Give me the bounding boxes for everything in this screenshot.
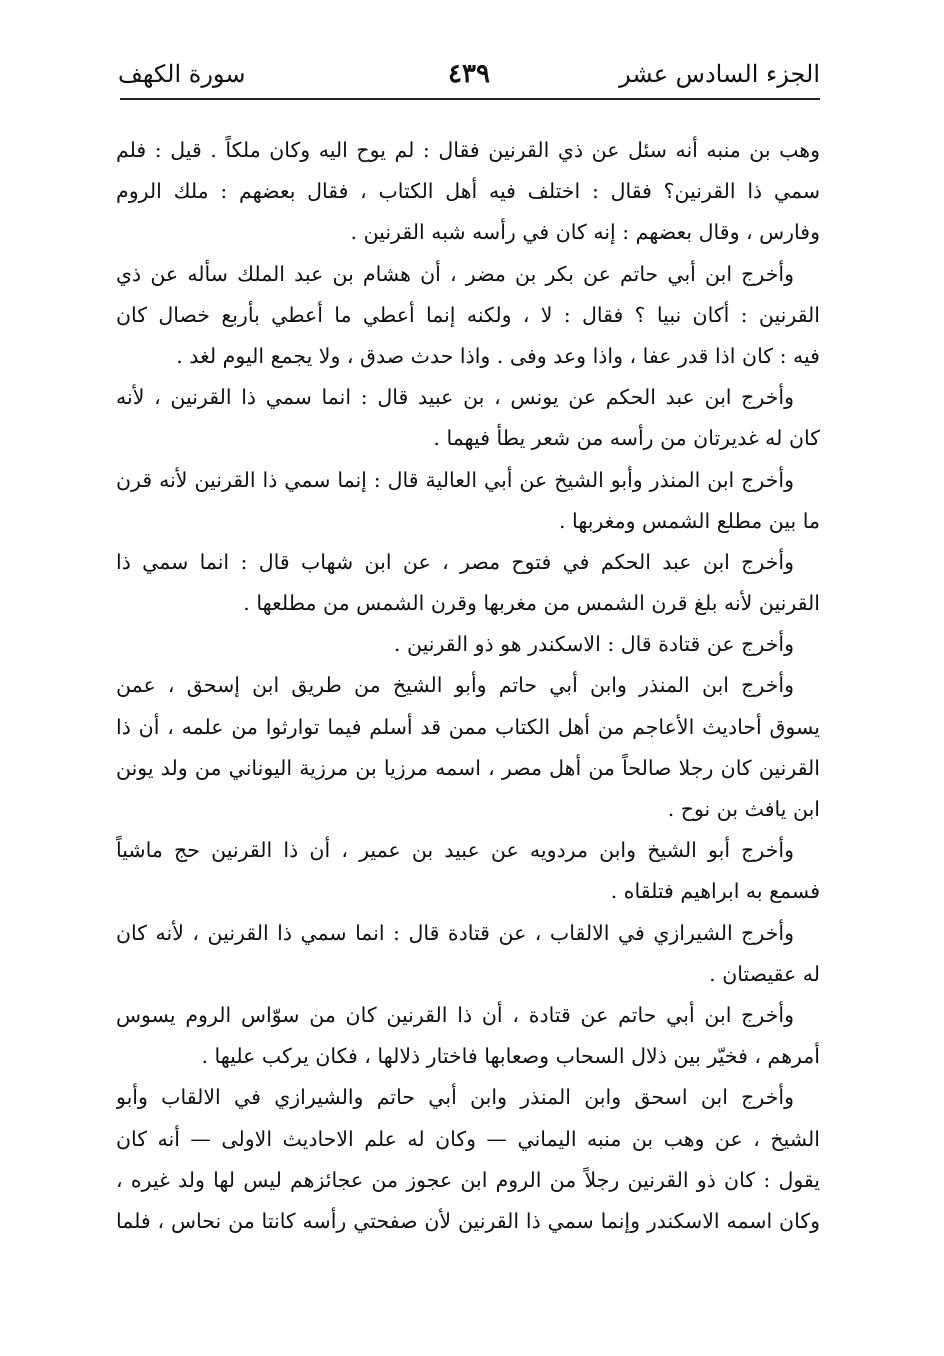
text-line: وأخرج ابن أبي حاتم عن بكر بن مضر ، أن هشام بن عبد الملك سأله عن ذي [116, 261, 794, 286]
text-line: القرنين : أكان نبيا ؟ فقال : لا ، ولكنه إنما أعطي ما أعطي بأربع خصال كان [116, 302, 820, 327]
text-line: القرنين كان رجلا صالحاً من أهل مصر ، اسمه مرزيا بن مرزية اليوناني من ولد يونن [116, 755, 820, 780]
page-header [118, 52, 820, 96]
text-line: الشيخ ، عن وهب بن منبه اليماني — وكان له علم الاحاديث الاولى — أنه كان [116, 1126, 820, 1151]
text-line: وفارس ، وقال بعضهم : إنه كان في رأسه شبه القرنين . [350, 220, 820, 245]
text-line: وأخرج الشيرازي في الالقاب ، عن قتادة قال : انما سمي ذا القرنين ، لأنه كان [116, 920, 794, 945]
text-line: وأخرج ابن عبد الحكم عن يونس ، بن عبيد قال : انما سمي ذا القرنين ، لأنه [116, 385, 794, 410]
text-line: وأخرج ابن اسحق وابن المنذر وابن أبي حاتم والشيرازي في الالقاب وأبو [116, 1085, 794, 1110]
page-body [116, 130, 820, 1242]
text-line: وأخرج ابن عبد الحكم في فتوح مصر ، عن ابن شهاب قال : انما سمي ذا [116, 549, 794, 574]
header-divider [120, 98, 820, 100]
text-line: وهب بن منبه أنه سئل عن ذي القرنين فقال : لم يوح اليه وكان ملكاً . قيل : فلم [116, 138, 820, 162]
text-line: كان له غديرتان من رأسه من شعر يطأ فيهما . [433, 426, 820, 451]
text-line: له عقيصتان . [709, 961, 820, 986]
text-line: أمرهم ، فخيّر بين ذلال السحاب وصعابها فاختار ذلالها ، فكان يركب عليها . [201, 1044, 820, 1069]
text-line: ما بين مطلع الشمس ومغربها . [558, 508, 820, 533]
text-line: القرنين لأنه بلغ قرن الشمس من مغربها وقرن الشمس من مطلعها . [243, 591, 820, 616]
part-title: الجزء السادس عشر [619, 60, 820, 88]
text-line: وأخرج عن قتادة قال : الاسكندر هو ذو القرنين . [393, 632, 794, 657]
text-line: وأخرج ابن المنذر وابن أبي حاتم وأبو الشيخ من طريق ابن إسحق ، عمن [116, 673, 794, 698]
text-line: يقول : كان ذو القرنين رجلاً من الروم ابن عجوز من عجائزهم ليس لها ولد غيره ، [116, 1167, 820, 1192]
text-line: وأخرج ابن المنذر وأبو الشيخ عن أبي العالية قال : إنما سمي ذا القرنين لأنه قرن [116, 467, 794, 492]
text-line: وأخرج ابن أبي حاتم عن قتادة ، أن ذا القرنين كان من سوّاس الروم يسوس [116, 1002, 794, 1027]
surah-title: سورة الكهف [118, 60, 246, 88]
text-line: سمي ذا القرنين؟ فقال : اختلف فيه أهل الكتاب ، فقال بعضهم : ملك الروم [116, 179, 820, 204]
text-line: ابن يافث بن نوح . [667, 797, 820, 821]
text-line: يسوق أحاديث الأعاجم من أهل الكتاب ممن قد أسلم فيما توارثوا من علمه ، أن ذا [116, 714, 820, 739]
text-line: وكان اسمه الاسكندر وإنما سمي ذا القرنين لأن صفحتي رأسه كانتا من نحاس ، فلما [116, 1208, 820, 1233]
text-line: فسمع به ابراهيم فتلقاه . [610, 879, 820, 904]
page-number: ٤٣٩ [448, 59, 490, 89]
text-line: فيه : كان اذا قدر عفا ، واذا وعد وفى . واذا حدث صدق ، ولا يجمع اليوم لغد . [176, 343, 820, 368]
text-line: وأخرج أبو الشيخ وابن مردويه عن عبيد بن عمير ، أن ذا القرنين حج ماشياً [116, 838, 794, 863]
